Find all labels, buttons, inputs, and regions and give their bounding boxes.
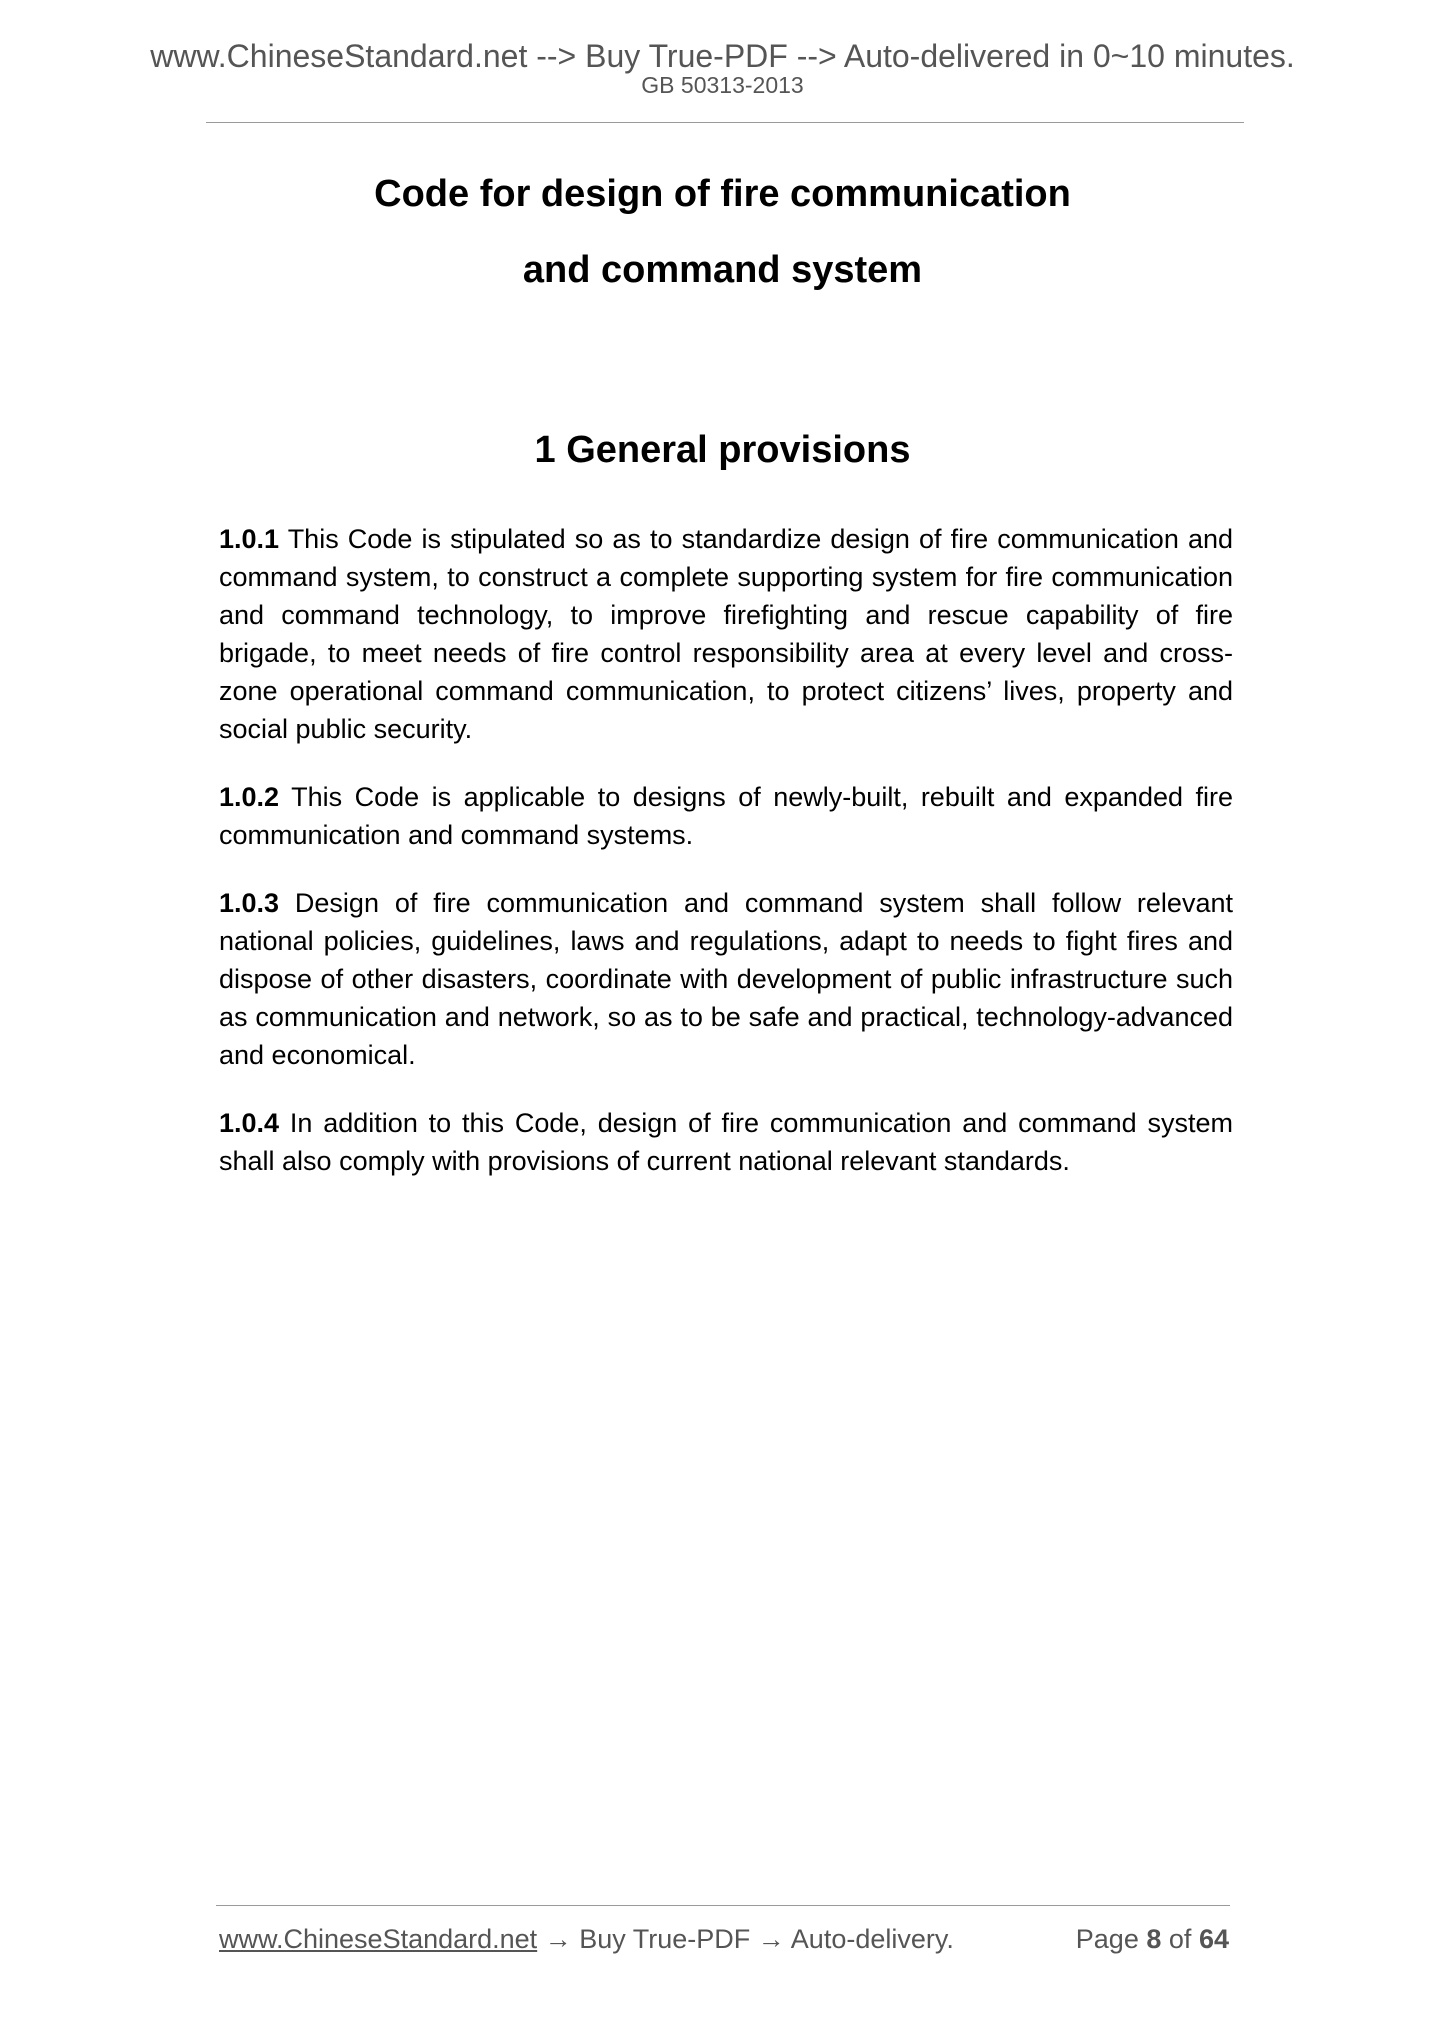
document-title-line-1: Code for design of fire communication <box>374 173 1071 215</box>
clause-text: This Code is stipulated so as to standardize design of fire communication and command system, to construct a complete supporting system for fire communication and command technology, to improve firefighting and rescue capability of fire brigade, to meet needs of fire control responsibility area at every level and cross-zone operational command communication, to protect citizens’ lives, property and social public security. <box>219 524 1233 744</box>
site-link[interactable]: www.ChineseStandard.net <box>219 1924 538 1954</box>
footer-promo <box>219 1922 954 1956</box>
arrow-right-icon: → <box>544 1924 572 1954</box>
of-label: of <box>1168 1924 1192 1954</box>
clause-text: Design of fire communication and command system shall follow relevant national policies, guidelines, laws and regulations, adapt to needs to fight fires and dispose of other disasters, coordinate with development of public infrastructure such as communication and network, so as to be safe and practical, technology-advanced and economical. <box>219 888 1233 1070</box>
clause-1-0-4 <box>219 1104 1233 1180</box>
total-page-count: 64 <box>1198 1924 1229 1954</box>
footer-divider <box>216 1905 1230 1906</box>
header-banner: www.ChineseStandard.net --> Buy True-PDF --> Auto-delivered in 0~10 minutes. <box>150 38 1295 74</box>
document-title-line-2: and command system <box>522 249 923 291</box>
clause-list <box>219 520 1233 1210</box>
current-page-number: 8 <box>1146 1924 1162 1954</box>
chapter-heading: 1 General provisions <box>534 429 911 471</box>
clause-text: In addition to this Code, design of fire communication and command system shall also comply with provisions of current national relevant standards. <box>219 1108 1233 1176</box>
clause-text: This Code is applicable to designs of newly-built, rebuilt and expanded fire communication and command systems. <box>219 782 1233 850</box>
page-label: Page <box>1075 1924 1139 1954</box>
auto-delivery-text: Auto-delivery. <box>790 1924 954 1954</box>
clause-number: 1.0.3 <box>219 888 280 918</box>
clause-number: 1.0.1 <box>219 524 280 554</box>
clause-1-0-2 <box>219 778 1233 854</box>
clause-number: 1.0.4 <box>219 1108 280 1138</box>
clause-1-0-3 <box>219 884 1233 1074</box>
clause-1-0-1 <box>219 520 1233 748</box>
page-indicator <box>1076 1922 1229 1956</box>
buy-pdf-text: Buy True-PDF <box>579 1924 751 1954</box>
arrow-right-icon: → <box>757 1924 785 1954</box>
clause-number: 1.0.2 <box>219 782 280 812</box>
header-divider <box>206 122 1244 123</box>
standard-code: GB 50313-2013 <box>641 72 804 98</box>
